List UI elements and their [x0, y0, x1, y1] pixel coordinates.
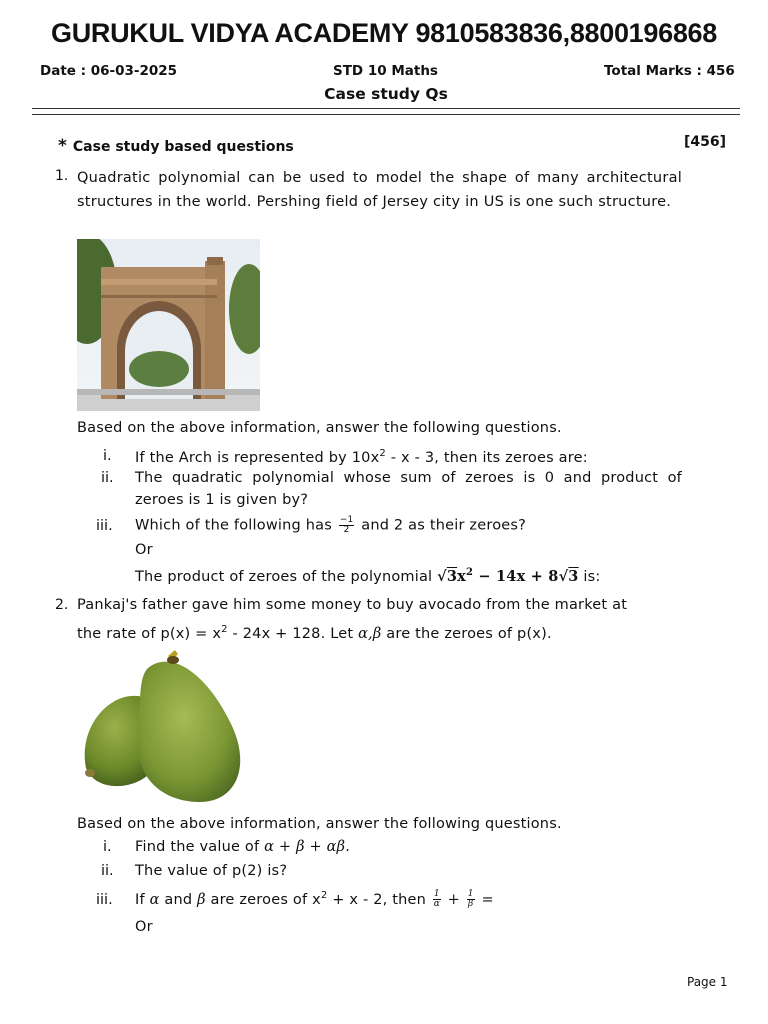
total-marks-label: Total Marks : 456 [604, 63, 735, 79]
section-title: Case study based questions [72, 139, 294, 155]
question-2-prompt: Based on the above information, answer the following questions. [77, 816, 562, 832]
section-marks: [456] [684, 134, 727, 150]
page-title: GURUKUL VIDYA ACADEMY 9810583836,8800196868 [51, 18, 717, 48]
q2-or-label: Or [135, 919, 153, 935]
q2-item-iii-roman: iii. [96, 892, 113, 908]
q1-or-label: Or [135, 542, 153, 558]
q2-item-i-text: Find the value of α + β + αβ. [135, 839, 351, 855]
date-label: Date : 06-03-2025 [40, 63, 178, 79]
q1-item-iii-roman: iii. [96, 518, 113, 534]
question-2-line-1: Pankaj's father gave him some money to buy avocado from the market at [77, 597, 628, 613]
question-1-prompt: Based on the above information, answer the following questions. [77, 420, 562, 436]
question-2-line-2: the rate of $p(x) = x^2 - 24x + 128$. Let α,β are the zeroes of p(x). [77, 624, 552, 642]
q1-item-i-text: If the Arch is represented by $10x^2$ - x - 3, then its zeroes are: [135, 448, 588, 466]
q2-item-iii-text: If α and β are zeroes of $x^2 + x - 2$, then $\frac{1}{\alpha}$ + $\frac{1}{\beta}$ = [135, 889, 494, 910]
question-1-text: Quadratic polynomial can be used to model the shape of many architectural structures in the world. Pershing field of Jersey city in US is one such structure. [77, 170, 682, 210]
q1-item-iii-text: Which of the following has $\frac{-1}{2}$ and 2 as their zeroes? [135, 515, 527, 535]
page-subtitle: Case study Qs [324, 85, 448, 103]
page-number: Page 1 [687, 975, 728, 989]
subject-label: STD 10 Maths [333, 63, 438, 79]
section-star: * [58, 136, 67, 156]
section-heading [58, 136, 294, 156]
q1-item-i-roman: i. [103, 448, 112, 464]
header-divider-bottom [32, 114, 740, 115]
q2-item-ii-text: The value of p(2) is? [135, 863, 288, 879]
q1-or-item-text: The product of zeroes of the polynomial $√3x^2 - 14x + 8√3$ is: [135, 567, 601, 585]
q1-item-ii-text: The quadratic polynomial whose sum of zeroes is 0 and product of zeroes is 1 is given by? [135, 470, 682, 508]
arch-image [77, 239, 260, 411]
avocado-image [78, 648, 260, 806]
question-2-number: 2. [55, 597, 69, 613]
header-divider-top [32, 108, 740, 109]
q2-item-i-roman: i. [103, 839, 112, 855]
question-1-number: 1. [55, 168, 69, 184]
q2-item-ii-roman: ii. [101, 863, 114, 879]
q1-item-ii-roman: ii. [101, 470, 114, 486]
